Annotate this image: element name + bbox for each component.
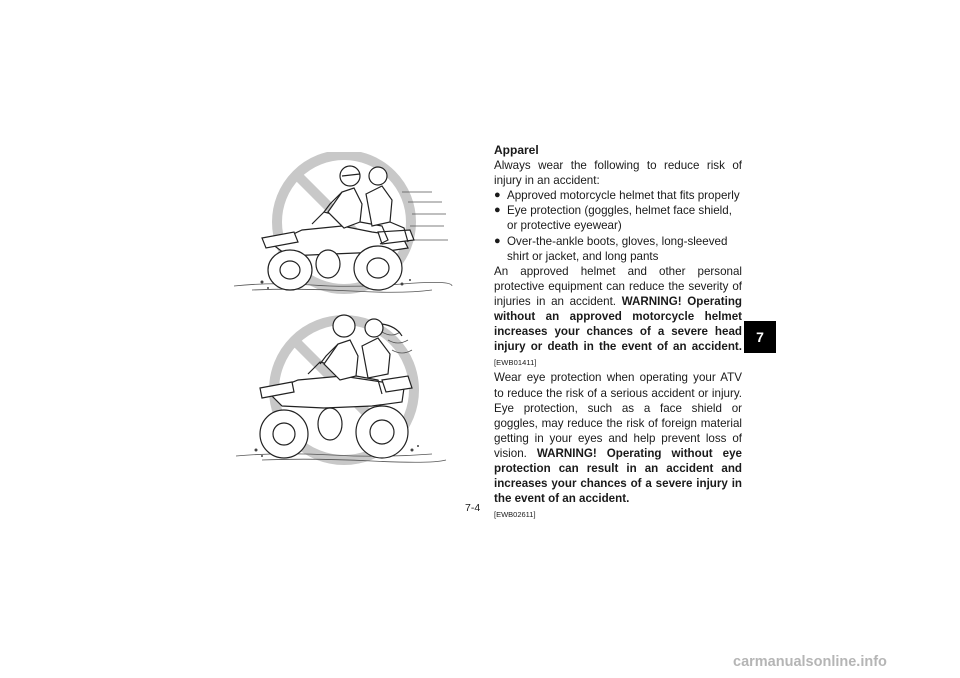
helmet-paragraph: An approved helmet and other personal protective equipment can reduce the severity of injuries in an accident. WARNING! Operating without an approved motorcycle helmet increases your chances of a severe head injury or death in the event of an accident. [EWB01411] xyxy=(494,264,742,368)
eye-warning: WARNING! Operating without eye protection can result in an accident and increases your chances of a severe injury in the event of an accident. xyxy=(494,446,742,506)
apparel-list xyxy=(494,188,742,263)
warning-code: [EWB01411] xyxy=(494,358,537,368)
bullet-icon: ● xyxy=(494,204,501,217)
atv-rider-no-helmet-drawing xyxy=(232,152,454,300)
watermark: carmanualsonline.info xyxy=(733,654,887,670)
article-text xyxy=(494,143,742,522)
warning-code: [EWB02611] xyxy=(494,510,536,520)
list-item: ● Eye protection (goggles, helmet face shield, or protective eyewear) xyxy=(494,204,732,233)
chapter-tab: 7 xyxy=(744,321,776,353)
illustration-no-eye-protection xyxy=(232,310,454,470)
atv-rider-no-goggles-drawing xyxy=(232,310,454,470)
page-number: 7-4 xyxy=(465,502,481,514)
intro-paragraph: Always wear the following to reduce risk of injury in an accident: xyxy=(494,159,742,188)
eye-protection-paragraph: Wear eye protection when operating your ATV to reduce the risk of a serious accident or injury. Eye protection, such as a face shield or goggles, may reduce the risk of foreign material getting in your eyes and help prevent loss of vision. WARNING! Operating without eye protection can result in an accident and increases your chances of a severe injury in the event of an accident. xyxy=(494,371,742,506)
list-item: ● Approved motorcycle helmet that fits properly xyxy=(494,189,740,203)
illustration-no-helmet xyxy=(232,152,454,300)
helmet-warning: WARNING! Operating without an approved motorcycle helmet increases your chances of a severe head injury or death in the event of an accident. xyxy=(494,294,742,354)
section-heading: Apparel xyxy=(494,143,539,157)
bullet-icon: ● xyxy=(494,234,501,247)
bullet-icon: ● xyxy=(494,189,501,202)
list-item: ● Over-the-ankle boots, gloves, long-sleeved shirt or jacket, and long pants xyxy=(494,234,728,263)
